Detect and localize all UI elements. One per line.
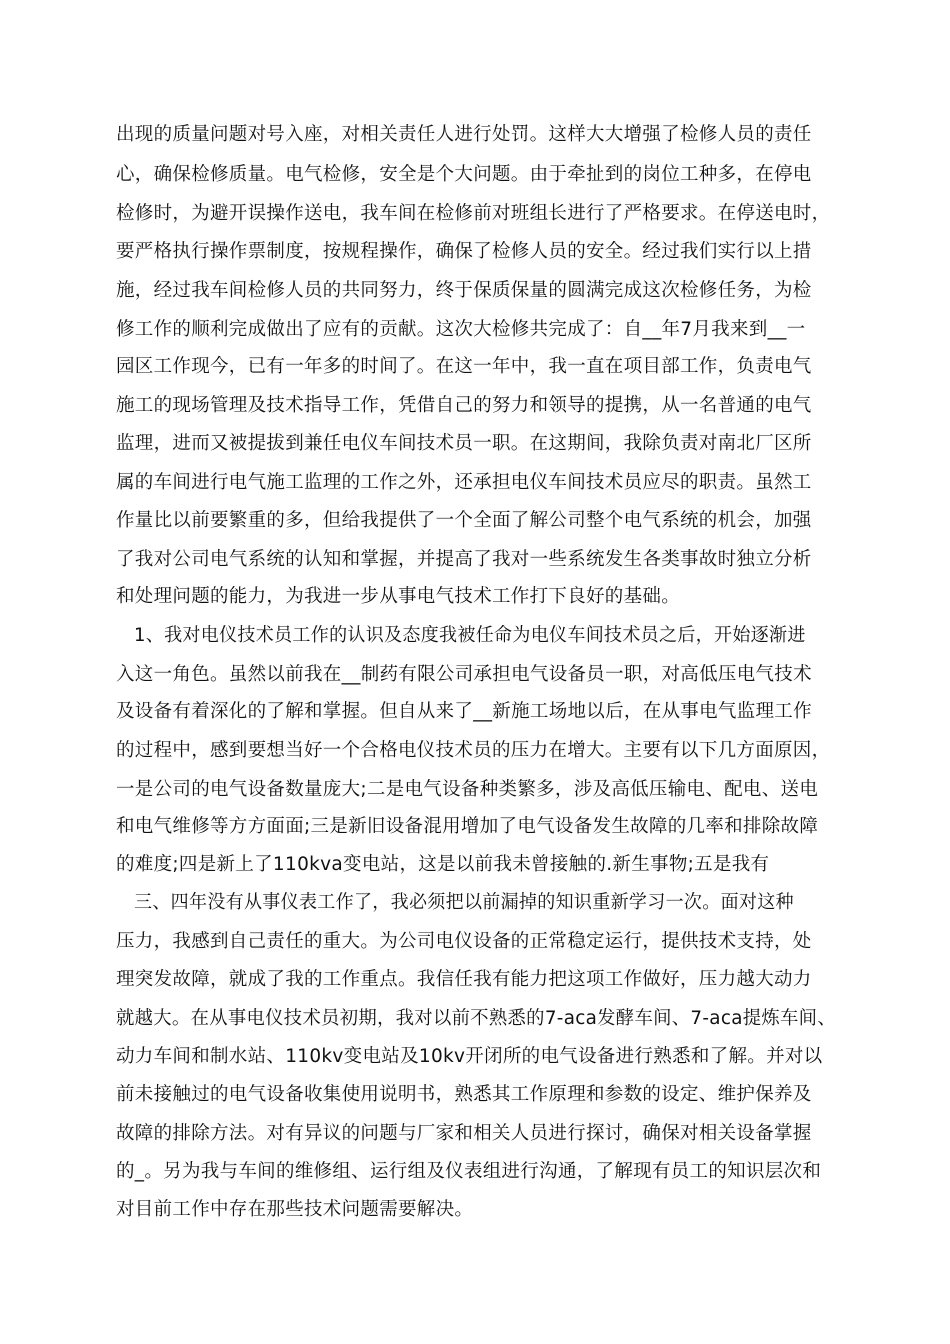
text-line: 施工的现场管理及技术指导工作，凭借自己的努力和领导的提携，从一名普通的电气	[116, 395, 812, 416]
text-line: 园区工作现今，已有一年多的时间了。在这一年中，我一直在项目部工作，负责电气	[116, 356, 812, 377]
text-line: 就越大。在从事电仪技术员初期，我对以前不熟悉的7-aca发酵车间、7-aca提炼车间、	[116, 1008, 836, 1029]
paragraph-first-line: 1、我对电仪技术员工作的认识及态度我被任命为电仪车间技术员之后，开始逐渐进	[134, 625, 806, 646]
text-line: 作量比以前要繁重的多，但给我提供了一个全面了解公司整个电气系统的机会，加强	[116, 510, 812, 531]
text-line: 心，确保检修质量。电气检修，安全是个大问题。由于牵扯到的岗位工种多，在停电	[116, 164, 812, 185]
text-line: 对目前工作中存在那些技术问题需要解决。	[116, 1199, 474, 1220]
text-line: 的难度;四是新上了110kva变电站，这是以前我未曾接触的.新生事物;五是我有	[116, 854, 770, 875]
text-line: 和处理问题的能力，为我进一步从事电气技术工作打下良好的基础。	[116, 586, 681, 607]
text-line: 的过程中，感到要想当好一个合格电仪技术员的压力在增大。主要有以下几方面原因，	[116, 740, 831, 761]
text-line: 故障的排除方法。对有异议的问题与厂家和相关人员进行探讨，确保对相关设备掌握	[116, 1123, 812, 1144]
text-line: 一是公司的电气设备数量庞大;二是电气设备种类繁多，涉及高低压输电、配电、送电	[116, 779, 819, 800]
text-line: 前未接触过的电气设备收集使用说明书，熟悉其工作原理和参数的设定、维护保养及	[116, 1084, 812, 1105]
text-line: 理突发故障，就成了我的工作重点。我信任我有能力把这项工作做好，压力越大动力	[116, 969, 812, 990]
text-line: 动力车间和制水站、110kv变电站及10kv开闭所的电气设备进行熟悉和了解。并对以	[116, 1046, 823, 1067]
text-line: 和电气维修等方方面面;三是新旧设备混用增加了电气设备发生故障的几率和排除故障	[116, 816, 819, 837]
text-line: 监理，进而又被提拔到兼任电仪车间技术员一职。在这期间，我除负责对南北厂区所	[116, 433, 812, 454]
text-line: 入这一角色。虽然以前我在__制药有限公司承担电气设备员一职，对高低压电气技术	[116, 664, 812, 685]
text-line: 施，经过我车间检修人员的共同努力，终于保质保量的圆满完成这次检修任务，为检	[116, 280, 812, 301]
text-line: 了我对公司电气系统的认知和掌握，并提高了我对一些系统发生各类事故时独立分析	[116, 549, 812, 570]
text-line: 出现的质量问题对号入座，对相关责任人进行处罚。这样大大增强了检修人员的责任	[116, 124, 812, 145]
paragraph-first-line: 三、四年没有从事仪表工作了，我必须把以前漏掉的知识重新学习一次。面对这种	[134, 892, 794, 913]
text-line: 修工作的顺利完成做出了应有的贡献。这次大检修共完成了：自__年7月我来到__一	[116, 319, 806, 340]
text-line: 及设备有着深化的了解和掌握。但自从来了__新施工场地以后，在从事电气监理工作	[116, 701, 812, 722]
text-line: 属的车间进行电气施工监理的工作之外，还承担电仪车间技术员应尽的职责。虽然工	[116, 472, 812, 493]
text-line: 检修时，为避开误操作送电，我车间在检修前对班组长进行了严格要求。在停送电时，	[116, 203, 831, 224]
text-line: 压力，我感到自己责任的重大。为公司电仪设备的正常稳定运行，提供技术支持，处	[116, 931, 812, 952]
text-line: 要严格执行操作票制度，按规程操作，确保了检修人员的安全。经过我们实行以上措	[116, 241, 812, 262]
text-line: 的_。另为我与车间的维修组、运行组及仪表组进行沟通，了解现有员工的知识层次和	[116, 1161, 822, 1182]
